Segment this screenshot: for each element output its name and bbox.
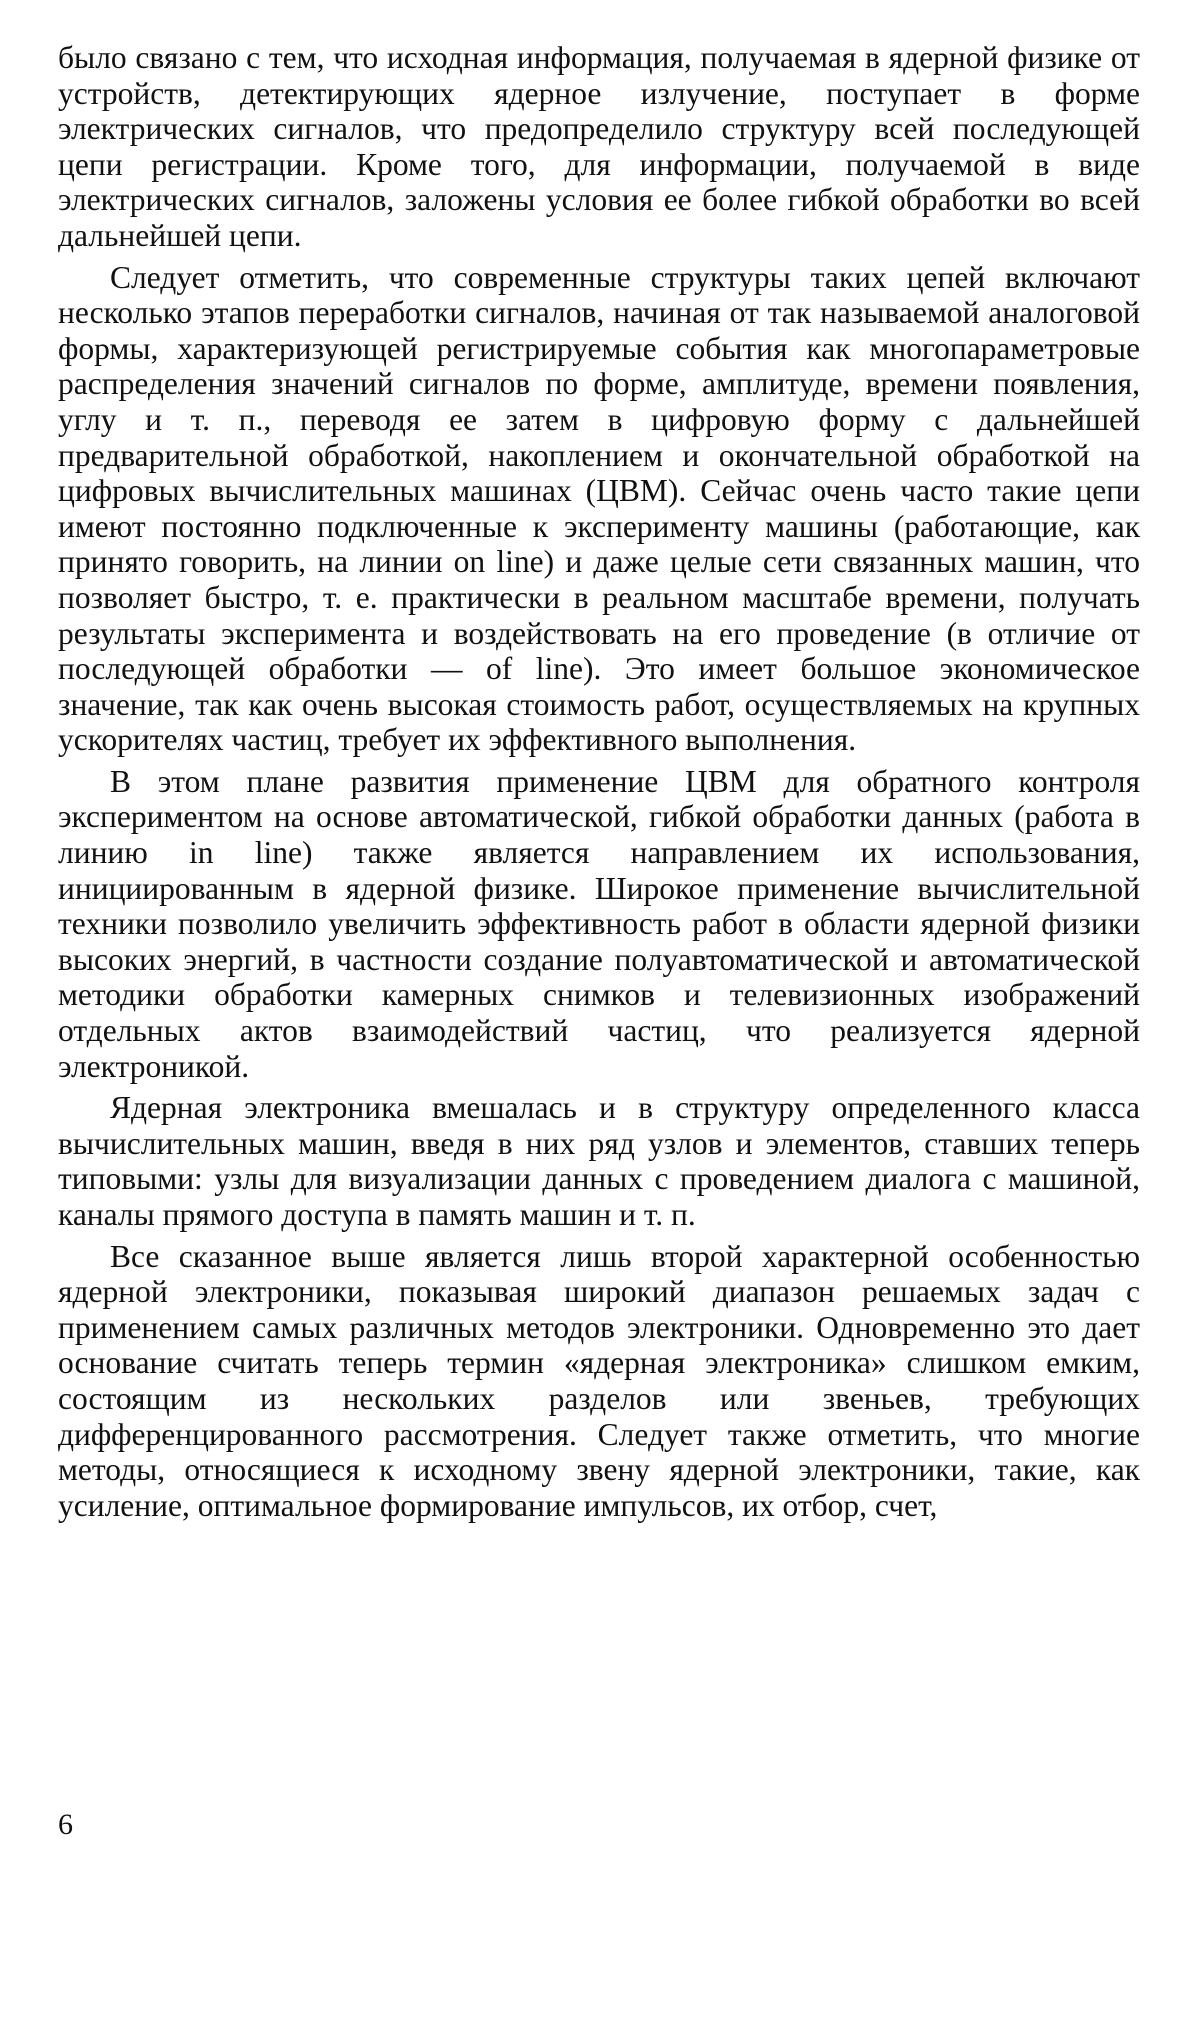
paragraph-computer-structure: Ядерная электроника вмешалась и в структуру определенного класса вычислительных машин, введя в них ряд узлов и элементов, ставших теперь типовыми: узлы для визуализации данных с проведением диалога с машиной, каналы прямого доступа в память машин и т. п. [58, 1090, 1140, 1232]
paragraph-computer-control: В этом плане развития применение ЦВМ для обратного контроля экспериментом на основе автоматической, гибкой обработки данных (работа в линию in line) также является направлением их использования, инициированным в ядерной физике. Широкое применение вычислительной техники позволило увеличить эффективность работ в области ядерной физики высоких энергий, в частности создание полуавтоматической и автоматической методики обработки камерных снимков и телевизионных изображений отдельных актов взаимодействий частиц, что реализуется ядерной электроникой. [58, 763, 1140, 1084]
paragraph-continuation: было связано с тем, что исходная информация, получаемая в ядерной физике от устройств, детектирующих ядерное излучение, поступает в форме электрических сигналов, что предопределило структуру всей последующей цепи регистрации. Кроме того, для информации, получаемой в виде электрических сигналов, заложены условия ее более гибкой обработки во всей дальнейшей цепи. [58, 40, 1140, 253]
page-text-body [58, 40, 1140, 1529]
paragraph-summary: Все сказанное выше является лишь второй характерной особенностью ядерной электроники, показывая широкий диапазон решаемых задач с применением самых различных методов электроники. Одновременно это дает основание считать теперь термин «ядерная электроника» слишком емким, состоящим из нескольких разделов или звеньев, требующих дифференцированного рассмотрения. Следует также отметить, что многие методы, относящиеся к исходному звену ядерной электроники, такие, как усиление, оптимальное формирование импульсов, их отбор, счет, [58, 1238, 1140, 1523]
paragraph-processing-stages: Следует отметить, что современные структуры таких цепей включают несколько этапов переработки сигналов, начиная от так называемой аналоговой формы, характеризующей регистрируемые события как многопараметровые распределения значений сигналов по форме, амплитуде, времени появления, углу и т. п., переводя ее затем в цифровую форму с дальнейшей предварительной обработкой, накоплением и окончательной обработкой на цифровых вычислительных машинах (ЦВМ). Сейчас очень часто такие цепи имеют постоянно подключенные к эксперименту машины (работающие, как принято говорить, на линии on line) и даже целые сети связанных машин, что позволяет быстро, т. е. практически в реальном масштабе времени, получать результаты эксперимента и воздействовать на его проведение (в отличие от последующей обработки — of line). Это имеет большое экономическое значение, так как очень высокая стоимость работ, осуществляемых на крупных ускорителях частиц, требует их эффективного выполнения. [58, 259, 1140, 758]
page-number: 6 [58, 1808, 73, 1841]
